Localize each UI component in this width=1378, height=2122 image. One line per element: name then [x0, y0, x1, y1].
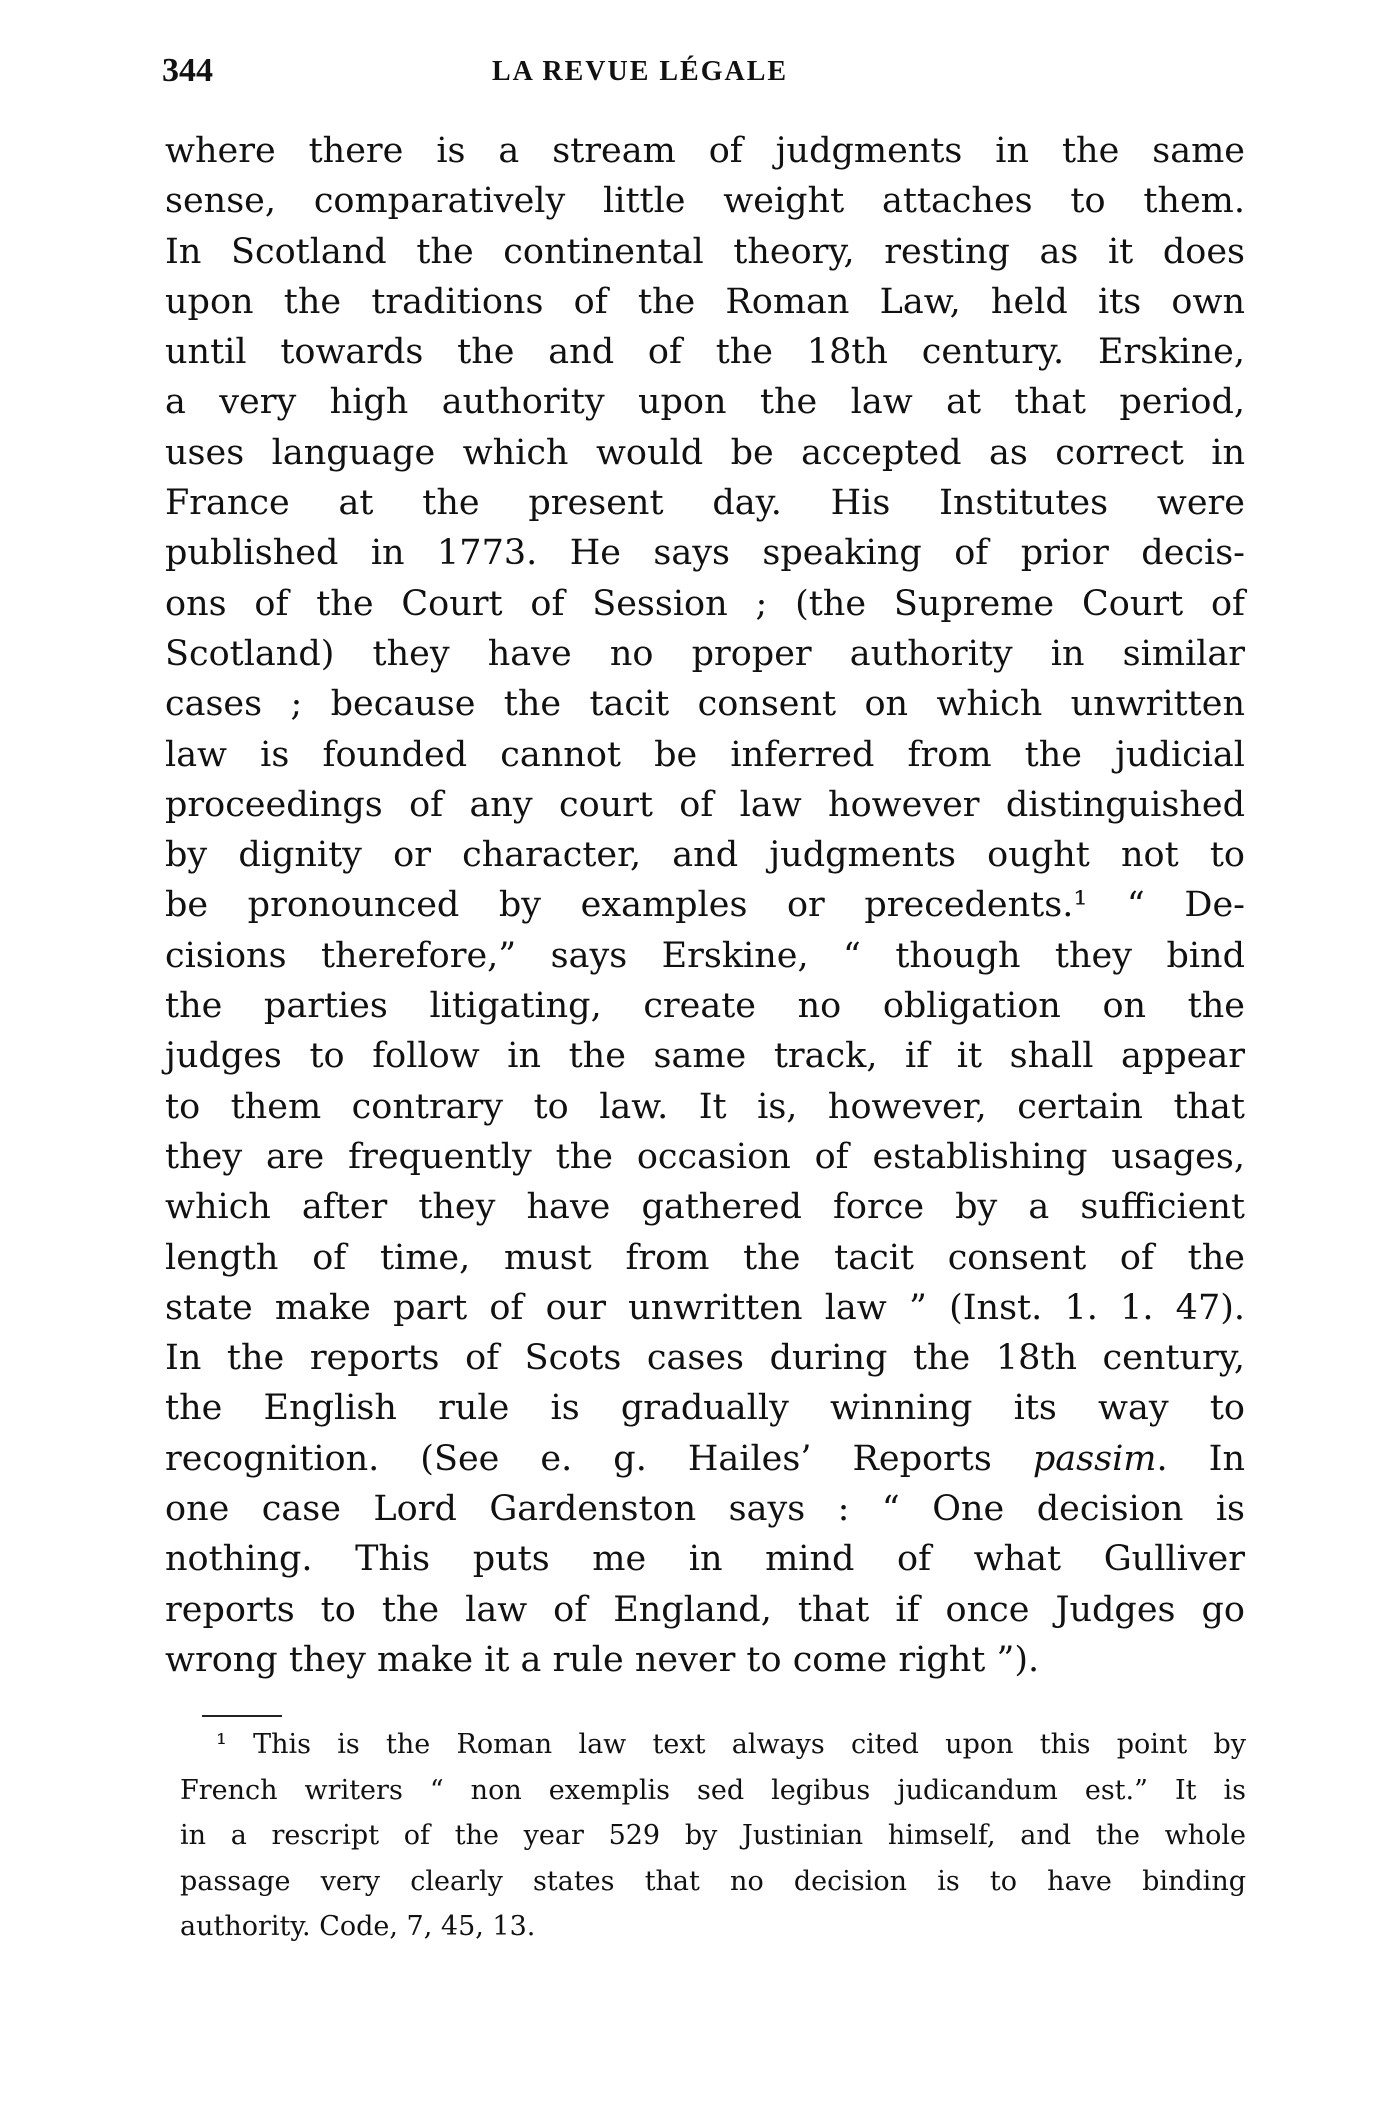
body-line: judges to follow in the same track, if it shall appear	[165, 1036, 1245, 1077]
body-line: reports to the law of England, that if once Judges go	[165, 1589, 1245, 1630]
body-line: wrong they make it a rule never to come right ”).	[165, 1639, 1040, 1680]
body-line: the English rule is gradually winning its way to	[165, 1388, 1245, 1429]
body-text	[165, 126, 1245, 1685]
body-line: France at the present day. His Institutes were	[165, 483, 1245, 524]
body-line: they are frequently the occasion of establishing usages,	[165, 1136, 1245, 1177]
body-line: law is founded cannot be inferred from the judicial	[165, 734, 1245, 775]
body-line: ons of the Court of Session ; (the Supreme Court of	[165, 583, 1245, 624]
body-line: nothing. This puts me in mind of what Gulliver	[165, 1539, 1245, 1580]
body-line: one case Lord Gardenston says : “ One decision is	[165, 1489, 1245, 1530]
footnote-line: French writers “ non exemplis sed legibus judicandum est.” It is	[180, 1774, 1246, 1806]
body-line: where there is a stream of judgments in the same	[165, 131, 1245, 171]
footnote-line: ¹ This is the Roman law text always cited upon this point by	[216, 1729, 1246, 1760]
footnote-line: authority. Code, 7, 45, 13.	[180, 1911, 536, 1942]
body-line: sense, comparatively little weight attaches to them.	[165, 181, 1245, 222]
body-line: be pronounced by examples or precedents.¹ “ De-	[165, 885, 1245, 926]
body-line: which after they have gathered force by a sufficient	[165, 1187, 1245, 1228]
body-line: In Scotland the continental theory, resting as it does	[165, 231, 1245, 272]
body-line: state make part of our unwritten law ” (Inst. 1. 1. 47).	[165, 1287, 1245, 1328]
page-number: 344	[162, 52, 213, 89]
body-line: proceedings of any court of law however distinguished	[165, 784, 1245, 825]
body-line: Scotland) they have no proper authority in similar	[165, 633, 1245, 674]
body-line: cases ; because the tacit consent on which unwritten	[165, 684, 1245, 725]
footnote-line: passage very clearly states that no decision is to have binding	[180, 1865, 1246, 1897]
footnotes	[180, 1722, 1246, 1950]
footnote-divider	[202, 1715, 282, 1717]
italic-term: passim	[1032, 1438, 1157, 1479]
body-line: by dignity or character, and judgments ought not to	[165, 835, 1245, 876]
body-line: uses language which would be accepted as correct in	[165, 432, 1245, 473]
page-header	[162, 52, 1242, 102]
body-line: published in 1773. He says speaking of prior decis-	[165, 533, 1245, 574]
body-line: In the reports of Scots cases during the 18th century,	[165, 1338, 1245, 1379]
body-line: recognition. (See e. g. Hailes’ Reports passim. In	[165, 1438, 1245, 1479]
body-line: upon the traditions of the Roman Law, held its own	[165, 281, 1245, 322]
footnote-line: in a rescript of the year 529 by Justinian himself, and the whole	[180, 1820, 1246, 1851]
body-line: a very high authority upon the law at that period,	[165, 382, 1245, 423]
body-line: length of time, must from the tacit consent of the	[165, 1237, 1245, 1278]
body-line: cisions therefore,” says Erskine, “ though they bind	[165, 935, 1245, 976]
body-line: the parties litigating, create no obligation on the	[165, 986, 1245, 1027]
body-line: to them contrary to law. It is, however, certain that	[165, 1086, 1245, 1127]
running-head: LA REVUE LÉGALE	[492, 56, 789, 87]
body-line: until towards the and of the 18th century. Erskine,	[165, 332, 1245, 373]
